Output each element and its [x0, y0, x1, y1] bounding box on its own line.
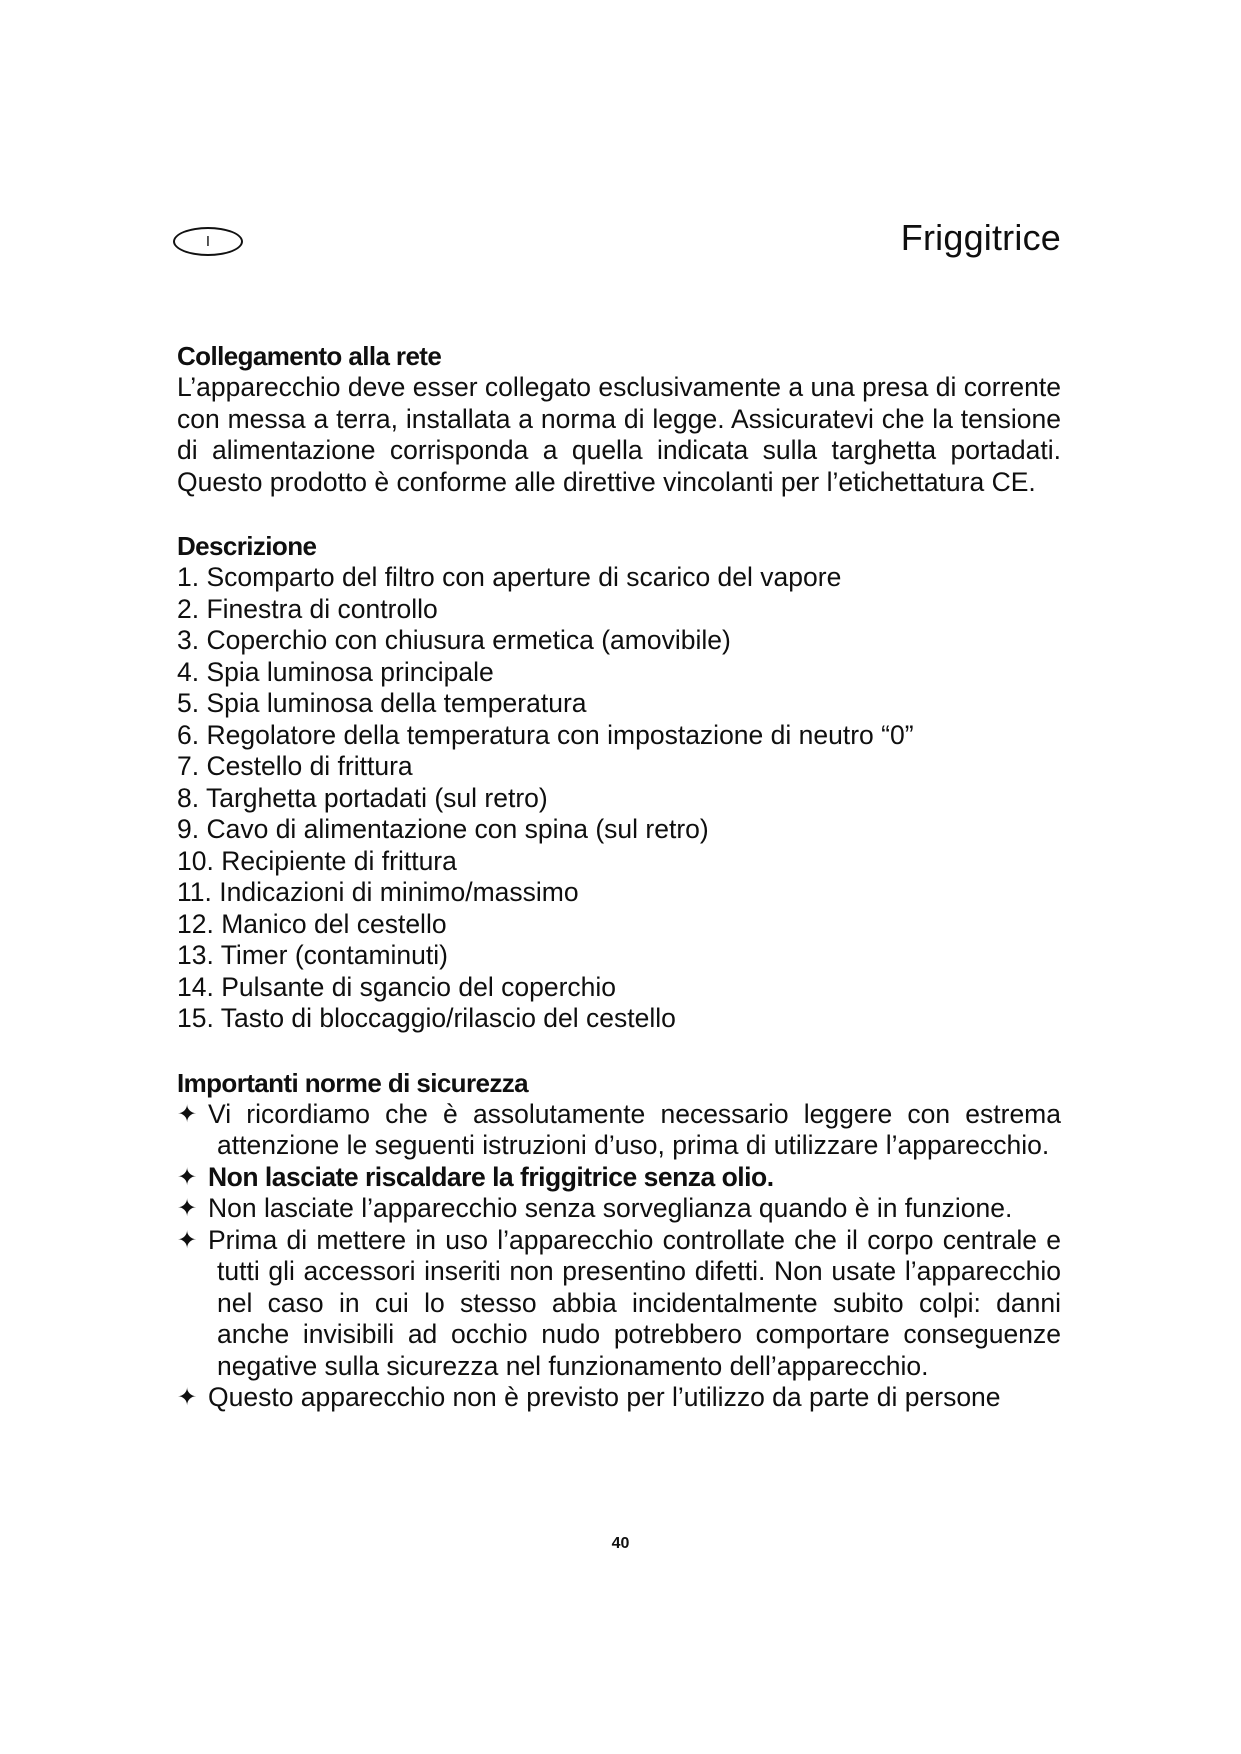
list-item: 9. Cavo di alimentazione con spina (sul retro): [177, 814, 709, 844]
section-heading-safety: Importanti norme di sicurezza: [177, 1067, 529, 1098]
list-item: 5. Spia luminosa della temperatura: [177, 688, 587, 718]
bullet-star-icon: ✦: [177, 1226, 198, 1254]
connection-paragraph: L’apparecchio deve esser collegato esclusivamente a una presa di corrente con messa a terra, installata a norma di legge. Assicuratevi che la tensione di alimentazione corrisponda a quella indicata sulla targhetta portadati. Questo prodotto è conforme alle direttive vincolanti per l’etichettatura CE.: [177, 372, 1061, 497]
list-item: 13. Timer (contaminuti): [177, 940, 448, 970]
section-safety: [177, 1067, 1061, 1414]
list-item: 3. Coperchio con chiusura ermetica (amovibile): [177, 625, 731, 655]
section-description: [177, 530, 1061, 1035]
list-item: 6. Regolatore della temperatura con impostazione di neutro “0”: [177, 719, 914, 750]
safety-item: [177, 1382, 1061, 1414]
bullet-star-icon: ✦: [177, 1163, 198, 1191]
safety-item: [177, 1193, 1061, 1225]
list-item: 1. Scomparto del filtro con aperture di scarico del vapore: [177, 562, 842, 592]
description-list: [177, 562, 1061, 1035]
bullet-star-icon: ✦: [177, 1384, 198, 1411]
section-connection: [177, 340, 1061, 498]
safety-item: [177, 1099, 1061, 1162]
safety-item-text: Questo apparecchio non è previsto per l’utilizzo da parte di persone: [208, 1382, 1001, 1412]
list-item: 15. Tasto di bloccaggio/rilascio del cestello: [177, 1003, 676, 1033]
page-title: Friggitrice: [900, 217, 1061, 258]
manual-content: [177, 340, 1061, 1414]
safety-item-text: Non lasciate riscaldare la friggitrice senza olio.: [208, 1161, 774, 1192]
safety-item-text: Prima di mettere in uso l’apparecchio controllate che il corpo centrale e tutti gli accessori inseriti non presentino difetti. Non usate l’apparecchio nel caso in cui lo stesso abbia incidentalmente subito colpi: danni anche invisibili ad occhio nudo potrebbero comportare conseguenze negative sulla sicurezza nel funzionamento dell’apparecchio.: [208, 1224, 1061, 1381]
list-item: 11. Indicazioni di minimo/massimo: [177, 877, 579, 907]
safety-list: [177, 1099, 1061, 1414]
list-item: 4. Spia luminosa principale: [177, 656, 494, 687]
safety-item-text: Non lasciate l’apparecchio senza sorveglianza quando è in funzione.: [208, 1193, 1013, 1223]
list-item: 10. Recipiente di frittura: [177, 845, 457, 876]
language-badge: [173, 227, 243, 256]
list-item: 2. Finestra di controllo: [177, 593, 438, 624]
list-item: 12. Manico del cestello: [177, 908, 447, 939]
section-heading-description: Descrizione: [177, 531, 317, 561]
bullet-star-icon: ✦: [177, 1195, 198, 1222]
list-item: 8. Targhetta portadati (sul retro): [177, 782, 548, 813]
safety-item: [177, 1162, 1061, 1194]
section-heading-connection: Collegamento alla rete: [177, 341, 442, 371]
bullet-star-icon: ✦: [177, 1100, 198, 1128]
language-code: I: [205, 233, 211, 250]
list-item: 7. Cestello di frittura: [177, 751, 413, 781]
safety-item-text: Vi ricordiamo che è assolutamente necessario leggere con estrema attenzione le seguenti istruzioni d’uso, prima di utilizzare l’apparecchio.: [208, 1098, 1061, 1160]
page-number: 40: [611, 1535, 630, 1552]
list-item: 14. Pulsante di sgancio del coperchio: [177, 971, 617, 1002]
safety-item: [177, 1225, 1061, 1383]
